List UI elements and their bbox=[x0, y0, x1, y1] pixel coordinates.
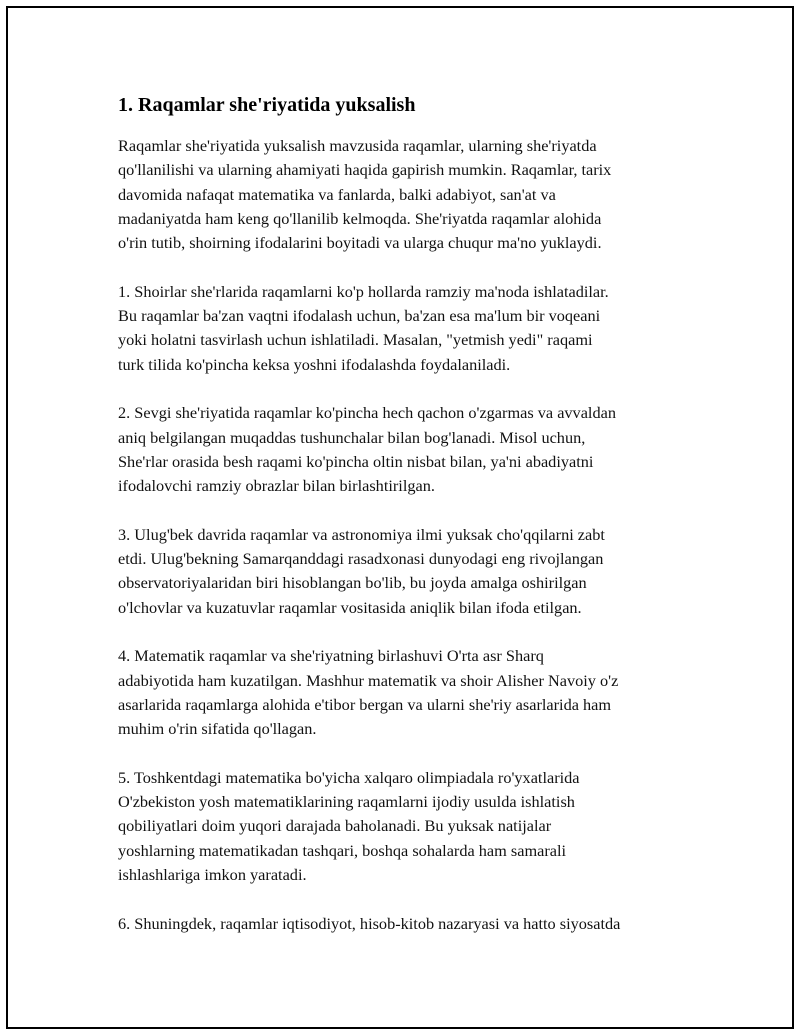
paragraph-5: 5. Toshkentdagi matematika bo'yicha xalqaro olimpiadala ro'yxatlarida O'zbekiston yosh matematiklarining raqamlarni ijodiy usulda ishlatish qobiliyatlari doim yuqori darajada baholanadi. Bu yuksak natijalar yoshlarning matematikadan tashqari, boshqa sohalarda ham samarali ishlashlariga imkon yaratadi. bbox=[118, 767, 580, 884]
section-title: 1. Raqamlar she'riyatida yuksalish bbox=[118, 94, 416, 116]
paragraph-6: 6. Shuningdek, raqamlar iqtisodiyot, hisob-kitob nazaryasi va hatto siyosatda bbox=[118, 913, 621, 933]
intro-paragraph: Raqamlar she'riyatida yuksalish mavzusida raqamlar, ularning she'riyatda qo'llanilishi va ularning ahamiyati haqida gapirish mumkin. Raqamlar, tarix davomida nafaqat matematika va fanlarda, balki adabiyot, san'at va madaniyatda ham keng qo'llanilib kelmoqda. She'riyatda raqamlar alohida o'rin tutib, shoirning ifodalarini boyitadi va ularga chuqur ma'no yuklaydi. bbox=[118, 136, 612, 253]
document-body bbox=[118, 90, 698, 960]
paragraph-4: 4. Matematik raqamlar va she'riyatning birlashuvi O'rta asr Sharq adabiyotida ham kuzatilgan. Mashhur matematik va shoir Alisher Navoiy o'z asarlarida raqamlarga alohida e'tibor bergan va ularni she'riy asarlarida ham muhim o'rin sifatida qo'llagan. bbox=[118, 646, 619, 739]
paragraph-2: 2. Sevgi she'riyatida raqamlar ko'pincha hech qachon o'zgarmas va avvaldan aniq belgilangan muqaddas tushunchalar bilan bog'lanadi. Misol uchun, She'rlar orasida besh raqami ko'pincha oltin nisbat bilan, ya'ni abadiyatni ifodalovchi ramziy obrazlar bilan birlashtirilgan. bbox=[118, 403, 616, 496]
paragraph-3: 3. Ulug'bek davrida raqamlar va astronomiya ilmi yuksak cho'qqilarni zabt etdi. Ulug'bekning Samarqanddagi rasadxonasi dunyodagi eng rivojlangan observatoriyalaridan biri hisoblangan bo'lib, bu joyda amalga oshirilgan o'lchovlar va kuzatuvlar raqamlar vositasida aniqlik bilan ifoda etilgan. bbox=[118, 524, 605, 617]
paragraph-1: 1. Shoirlar she'rlarida raqamlarni ko'p hollarda ramziy ma'noda ishlatadilar. Bu raqamlar ba'zan vaqtni ifodalash uchun, ba'zan esa ma'lum bir voqeani yoki holatni tasvirlash uchun ishlatiladi. Masalan, "yetmish yedi" raqami turk tilida ko'pincha keksa yoshni ifodalashda foydalaniladi. bbox=[118, 281, 609, 374]
